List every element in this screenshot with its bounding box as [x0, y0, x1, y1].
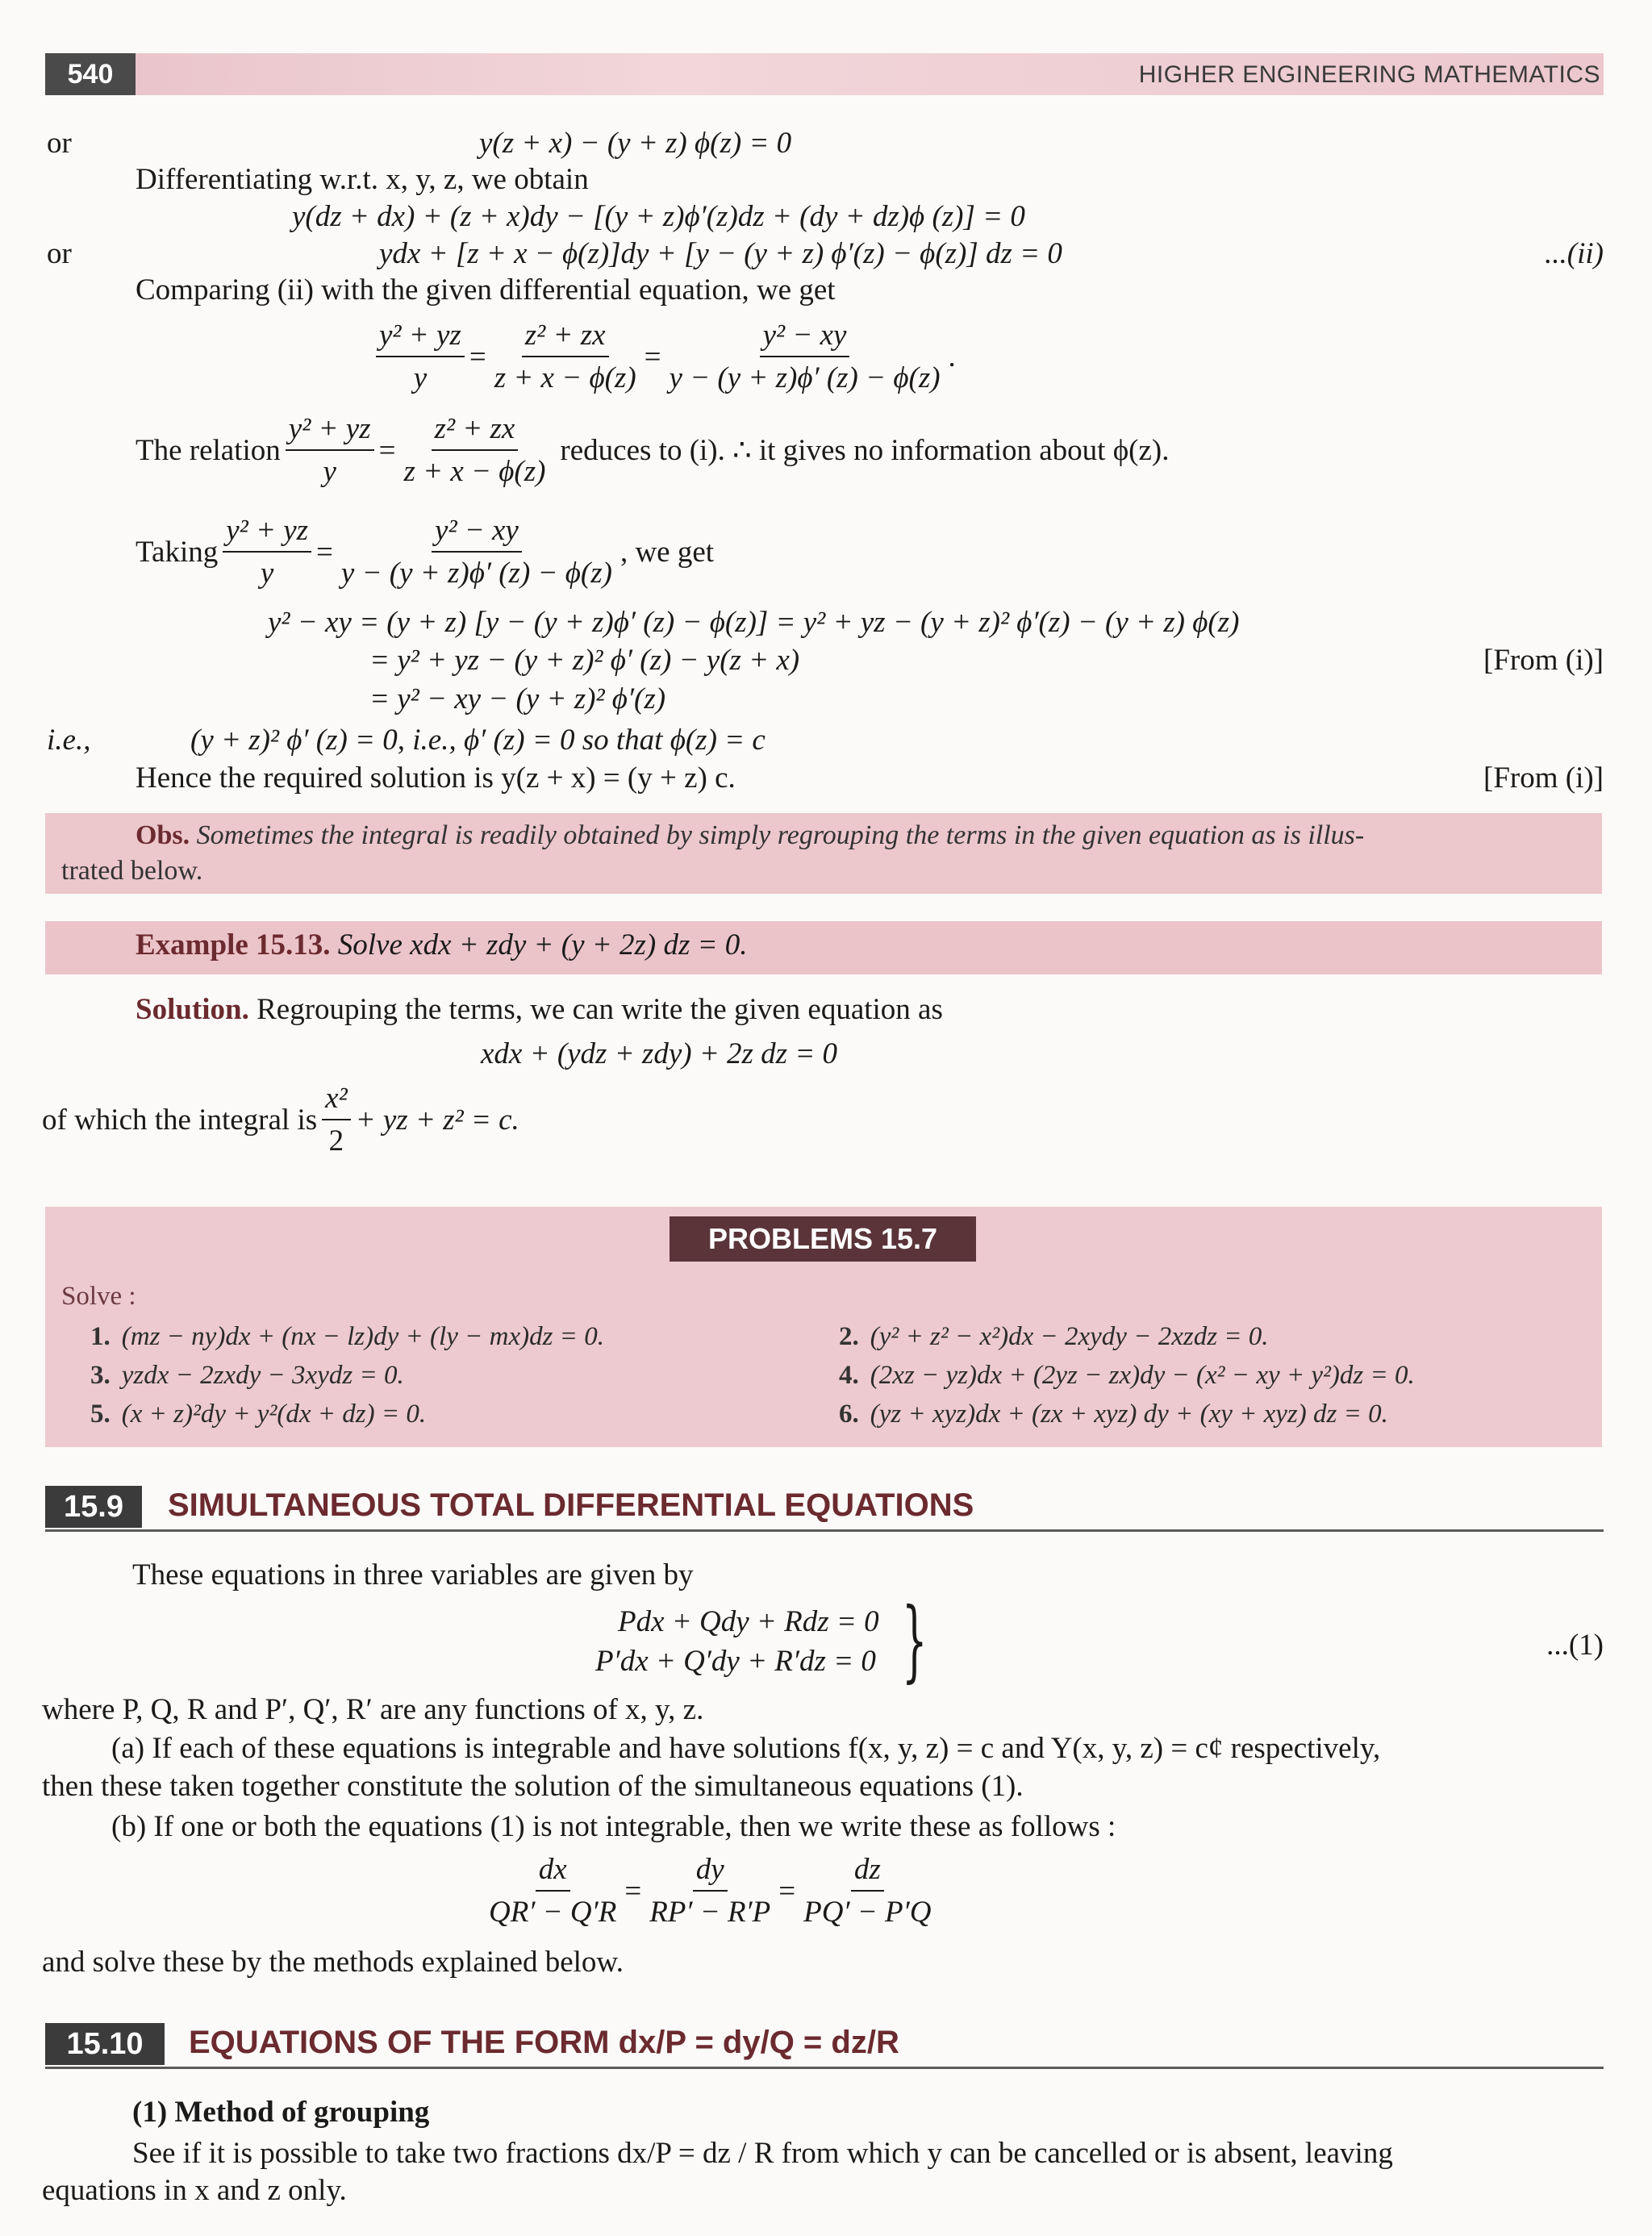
- section-rule: [45, 1529, 1604, 1532]
- section-title: SIMULTANEOUS TOTAL DIFFERENTIAL EQUATIONS: [168, 1487, 974, 1523]
- running-head: HIGHER ENGINEERING MATHEMATICS: [1138, 61, 1600, 88]
- problem-item: 2. (y² + z² − x²)dx − 2xydy − 2xzdz = 0.: [839, 1322, 1269, 1351]
- relation-line: The relation $\frac{\text{y² + yz}}{y}$ = $\frac{\text{z² + zx}}{z + x - \phi(z)}$ reduces to (i). ∴ it gives no information about ϕ(z).: [136, 412, 1170, 488]
- fraction: $\frac{\text{y² + yz}}{y}$: [376, 318, 465, 395]
- equation-line: = y² + yz − (y + z)² ϕ′ (z) − y(z + x): [369, 644, 800, 677]
- equation-line: Pdx + Qdy + Rdz = 0: [618, 1605, 879, 1638]
- fraction: $\frac{\text{z² + zx}}{z + x - \phi(z)}$: [403, 412, 546, 488]
- page-number: 540: [45, 53, 136, 95]
- problem-item: 6. (yz + xyz)dx + (zx + xyz) dy + (xy + xyz) dz = 0.: [839, 1400, 1388, 1429]
- equation-line: = y² − xy − (y + z)² ϕ′(z): [369, 682, 666, 715]
- taking-line: Taking $\frac{\text{y² + yz}}{y}$ = $\frac{\text{y² − xy}}{y - (y + z)\phi' (z) - \phi(z)}$ , we get: [136, 514, 715, 590]
- fraction: $\frac{\text{y² − xy}}{y - (y + z)\phi' (z) - \phi(z)}$: [669, 319, 941, 394]
- section-rule: [45, 2067, 1604, 2069]
- section-title: EQUATIONS OF THE FORM dx/P = dy/Q = dz/R: [189, 2025, 899, 2060]
- solution-line: Solution. Regrouping the terms, we can write the given equation as: [136, 993, 943, 1026]
- body-text: Hence the required solution is y(z + x) = (y + z) c.: [136, 761, 736, 795]
- body-text: (a) If each of these equations is integrable and have solutions f(x, y, z) = c and Y(x, y, z) = c¢ respectively,: [111, 1732, 1381, 1765]
- or-label: or: [47, 237, 72, 270]
- fraction: $\frac{dy}{RP' - R'P}$: [649, 1853, 771, 1929]
- example-heading: Example 15.13. Solve xdx + zdy + (y + 2z) dz = 0.: [136, 928, 748, 962]
- equation-line: y(z + x) − (y + z) ϕ(z) = 0: [479, 127, 792, 160]
- reference-note: [From (i)]: [1483, 644, 1604, 677]
- fraction: $\frac{dz}{PQ' - P'Q}$: [803, 1853, 932, 1929]
- body-text: Comparing (ii) with the given differential equation, we get: [136, 273, 836, 307]
- fraction: $\frac{\text{z² + zx}}{z + x - \phi(z)}$: [494, 319, 636, 394]
- equation-line: (y + z)² ϕ′ (z) = 0, i.e., ϕ′ (z) = 0 so that ϕ(z) = c: [190, 724, 766, 757]
- equation-line: xdx + (ydz + zdy) + 2z dz = 0: [481, 1037, 838, 1070]
- body-text: Differentiating w.r.t. x, y, z, we obtain: [136, 163, 589, 196]
- problem-item: 4. (2xz − yz)dx + (2yz − zx)dy − (x² − xy + y²)dz = 0.: [839, 1361, 1415, 1390]
- integral-line: of which the integral is $\frac{\text{x²}}{2}$ + yz + z² = c.: [42, 1082, 519, 1158]
- body-text: (b) If one or both the equations (1) is not integrable, then we write these as follows :: [111, 1810, 1116, 1843]
- equation-tag: ...(1): [1546, 1629, 1604, 1662]
- body-text: equations in x and z only.: [42, 2174, 347, 2207]
- ie-label: i.e.,: [47, 724, 91, 757]
- body-text: and solve these by the methods explained below.: [42, 1946, 624, 1979]
- problem-item: 3. yzdx − 2zxdy − 3xydz = 0.: [90, 1361, 404, 1390]
- problem-item: 1. (mz − ny)dx + (nx − lz)dy + (ly − mx)dz = 0.: [90, 1322, 604, 1351]
- equation-tag: ...(ii): [1545, 237, 1604, 270]
- section-number: 15.10: [45, 2023, 165, 2065]
- body-text: These equations in three variables are given by: [132, 1558, 694, 1591]
- body-text: where P, Q, R and P′, Q′, R′ are any functions of x, y, z.: [42, 1693, 704, 1726]
- fraction-equation: $\frac{\text{y² + yz}}{y}$ = $\frac{\text{z² + zx}}{z + x - \phi(z)}$ = $\frac{\text{y² − xy}}{y - (y + z)\phi' (z) - \phi(z)}$ .: [371, 318, 956, 395]
- right-brace-icon: }: [902, 1588, 928, 1692]
- body-text: then these taken together constitute the solution of the simultaneous equations (1).: [42, 1770, 1024, 1803]
- problem-item: 5. (x + z)²dy + y²(dx + dz) = 0.: [90, 1400, 427, 1429]
- equation-line: y(dz + dx) + (z + x)dy − [(y + z)ϕ′(z)dz + (dy + dz)ϕ (z)] = 0: [292, 200, 1025, 233]
- fraction: $\frac{\text{y² − xy}}{y - (y + z)\phi' (z) - \phi(z)}$: [340, 514, 612, 590]
- fraction: $\frac{\text{x²}}{2}$: [322, 1081, 351, 1158]
- subsection-heading: (1) Method of grouping: [132, 2096, 430, 2129]
- reference-note: [From (i)]: [1483, 761, 1604, 795]
- fraction: $\frac{dx}{QR' - Q'R}$: [489, 1853, 617, 1929]
- equation-line: ydx + [z + x − ϕ(z)]dy + [y − (y + z) ϕ′(z) − ϕ(z)] dz = 0: [379, 237, 1062, 270]
- or-label: or: [47, 127, 72, 160]
- body-text: See if it is possible to take two fractions dx/P = dz / R from which y can be cancelled or is absent, leaving: [132, 2137, 1393, 2170]
- section-number: 15.9: [45, 1486, 142, 1528]
- observation-line: trated below.: [61, 856, 203, 886]
- equation-line: P′dx + Q′dy + R′dz = 0: [595, 1645, 876, 1678]
- problems-title: PROBLEMS 15.7: [670, 1216, 976, 1262]
- equation-line: y² − xy = (y + z) [y − (y + z)ϕ′ (z) − ϕ(z)] = y² + yz − (y + z)² ϕ′(z) − (y + z) ϕ(z): [268, 606, 1240, 639]
- fraction: $\frac{\text{y² + yz}}{y}$: [286, 411, 374, 489]
- observation-line: Obs. Sometimes the integral is readily obtained by simply regrouping the terms in the given equation as is illus-: [136, 820, 1365, 850]
- fraction: $\frac{\text{y² + yz}}{y}$: [223, 513, 311, 590]
- problems-solve-label: Solve :: [61, 1282, 136, 1311]
- fraction-equation: $\frac{dx}{QR' - Q'R}$ = $\frac{dy}{RP' - R'P}$ = $\frac{dz}{PQ' - P'Q}$: [481, 1852, 939, 1929]
